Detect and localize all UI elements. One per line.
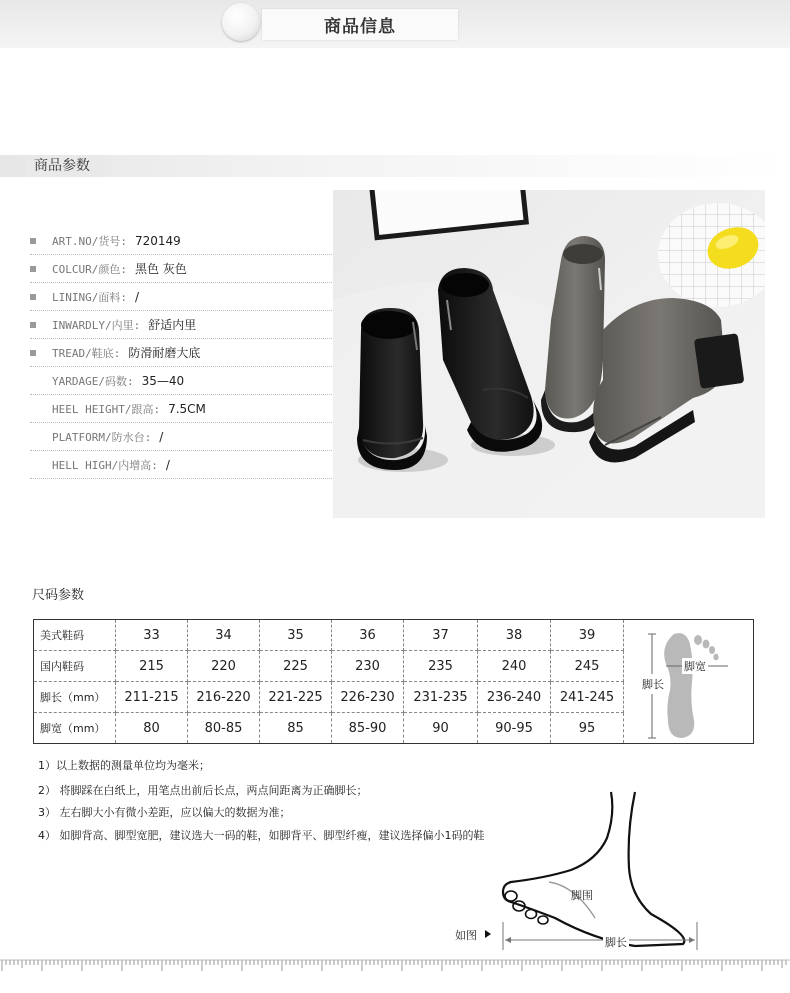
size-row-head: 脚宽（mm） bbox=[34, 713, 116, 743]
foot-side-outline bbox=[445, 790, 725, 950]
note-4: 4） 如脚背高、脚型宽肥，建议选大一码的鞋，如脚背平、脚型纤瘦，建议选择偏小1码的鞋 bbox=[38, 829, 485, 842]
param-row-color bbox=[30, 255, 332, 283]
size-cell: 236-240 bbox=[478, 682, 551, 713]
bullet-icon bbox=[30, 294, 36, 300]
footprint-diagram bbox=[624, 620, 753, 743]
ruler-decor bbox=[0, 948, 790, 989]
size-cell: 38 bbox=[478, 620, 551, 651]
param-value: / bbox=[165, 457, 170, 472]
size-cell: 226-230 bbox=[332, 682, 404, 713]
size-cell: 34 bbox=[188, 620, 260, 651]
size-row-head: 脚长（mm） bbox=[34, 682, 116, 713]
param-row-lining bbox=[30, 283, 332, 311]
size-cell: 85 bbox=[260, 713, 332, 743]
foot-width-label: 脚宽 bbox=[684, 660, 706, 673]
size-cell: 216-220 bbox=[188, 682, 260, 713]
product-photo bbox=[333, 190, 765, 518]
param-label: COLCUR/颜色: bbox=[52, 262, 127, 276]
param-label: PLATFORM/防水台: bbox=[52, 430, 152, 444]
size-row-head: 国内鞋码 bbox=[34, 651, 116, 682]
as-shown-label: 如图 bbox=[455, 929, 477, 942]
size-cell: 245 bbox=[551, 651, 624, 682]
bullet-icon bbox=[30, 350, 36, 356]
param-label: LINING/面料: bbox=[52, 290, 127, 304]
param-value: 720149 bbox=[134, 233, 181, 248]
param-label: INWARDLY/内里: bbox=[52, 318, 141, 332]
size-cell: 80-85 bbox=[188, 713, 260, 743]
header-decor-circle bbox=[222, 3, 260, 41]
param-value: 35—40 bbox=[141, 373, 185, 388]
param-label: HELL HIGH/内增高: bbox=[52, 458, 158, 472]
param-value: 防滑耐磨大底 bbox=[128, 346, 201, 360]
param-row-tread bbox=[30, 339, 332, 367]
params-section-band bbox=[0, 155, 790, 177]
param-label: ART.NO/货号: bbox=[52, 234, 127, 248]
note-2: 2） 将脚踩在白纸上，用笔点出前后长点，两点间距离为正确脚长； bbox=[38, 784, 368, 797]
size-cell: 220 bbox=[188, 651, 260, 682]
page-title: 商品信息 bbox=[262, 9, 458, 40]
params-section-title: 商品参数 bbox=[26, 155, 104, 177]
size-cell: 95 bbox=[551, 713, 624, 743]
foot-measure-diagram bbox=[445, 790, 725, 950]
param-label: HEEL HEIGHT/跟高: bbox=[52, 402, 161, 416]
bullet-placeholder bbox=[30, 434, 36, 440]
note-3: 3） 左右脚大小有微小差距，应以偏大的数据为准； bbox=[38, 806, 291, 819]
bullet-placeholder bbox=[30, 462, 36, 468]
param-row-hell-high bbox=[30, 451, 332, 479]
size-cell: 85-90 bbox=[332, 713, 404, 743]
size-cell: 231-235 bbox=[404, 682, 478, 713]
size-cell: 37 bbox=[404, 620, 478, 651]
size-cell: 241-245 bbox=[551, 682, 624, 713]
param-value: 黑色 灰色 bbox=[134, 262, 187, 276]
size-cell: 36 bbox=[332, 620, 404, 651]
param-row-art-no bbox=[30, 227, 332, 255]
bullet-icon bbox=[30, 322, 36, 328]
size-cell: 90-95 bbox=[478, 713, 551, 743]
bullet-placeholder bbox=[30, 406, 36, 412]
param-value: / bbox=[134, 289, 140, 304]
param-label: YARDAGE/码数: bbox=[52, 374, 134, 388]
param-value: 7.5CM bbox=[168, 401, 206, 416]
param-row-heel-height bbox=[30, 395, 332, 423]
length-label: 脚长 bbox=[605, 936, 627, 949]
size-cell: 39 bbox=[551, 620, 624, 651]
param-label: TREAD/鞋底: bbox=[52, 346, 121, 360]
size-cell: 211-215 bbox=[116, 682, 188, 713]
size-cell: 215 bbox=[116, 651, 188, 682]
ruler-ticks bbox=[0, 948, 790, 989]
size-table bbox=[33, 619, 754, 744]
girth-label: 脚围 bbox=[571, 889, 593, 902]
boots-illustration bbox=[333, 190, 765, 518]
param-row-platform bbox=[30, 423, 332, 451]
size-cell: 33 bbox=[116, 620, 188, 651]
size-cell: 35 bbox=[260, 620, 332, 651]
param-row-inwardly bbox=[30, 311, 332, 339]
size-cell: 230 bbox=[332, 651, 404, 682]
bullet-icon bbox=[30, 238, 36, 244]
size-section-title: 尺码参数 bbox=[32, 588, 85, 603]
param-value: 舒适内里 bbox=[148, 318, 197, 332]
param-row-yardage bbox=[30, 367, 332, 395]
note-1: 1）以上数据的测量单位均为毫米； bbox=[38, 759, 210, 772]
size-row-head: 美式鞋码 bbox=[34, 620, 116, 651]
size-cell: 90 bbox=[404, 713, 478, 743]
param-value: / bbox=[159, 429, 164, 444]
bullet-icon bbox=[30, 266, 36, 272]
size-cell: 80 bbox=[116, 713, 188, 743]
size-cell: 221-225 bbox=[260, 682, 332, 713]
bullet-placeholder bbox=[30, 378, 36, 384]
size-cell: 235 bbox=[404, 651, 478, 682]
foot-length-label: 脚长 bbox=[642, 674, 664, 694]
size-cell: 225 bbox=[260, 651, 332, 682]
size-cell: 240 bbox=[478, 651, 551, 682]
